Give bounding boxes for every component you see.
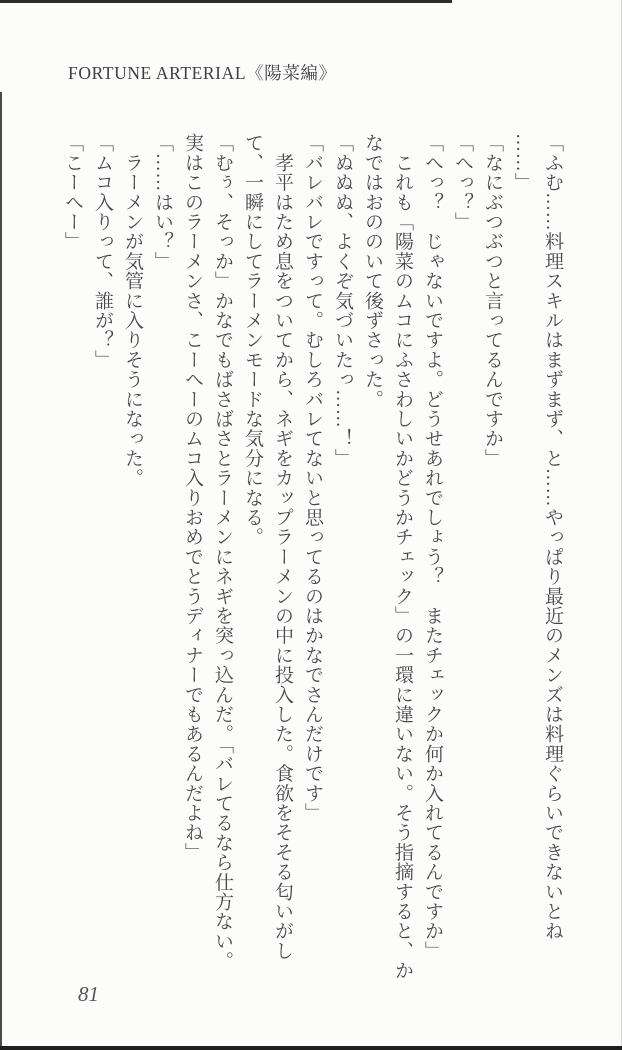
text-line: 「……はい？」 xyxy=(152,133,173,271)
text-line: 「バレバレですって。むしろバレてないと思ってるのはかなでさんだけです」 xyxy=(302,133,323,823)
text-line: ……」 xyxy=(512,133,533,193)
text-line: 孝平はため息をついてから、ネギをカップラーメンの中に投入した。食欲をそそる匂いがし xyxy=(272,133,293,961)
text-line: なではおののいて後ずさった。 xyxy=(362,133,383,409)
text-line: 「へっ？ じゃないですよ。どうせあれでしょう？ またチェックか何か入れてるんですか」 xyxy=(422,133,443,961)
text-line: 「ふむ……料理スキルはまずまず、と……やっぱり最近のメンズは料理ぐらいできないとね xyxy=(542,133,563,941)
page-number: 81 xyxy=(78,982,99,1006)
scan-edge-top xyxy=(0,0,452,3)
text-line: 実はこのラーメンさ、こーへーのムコ入りおめでとうディナーでもあるんだよね」 xyxy=(182,133,203,862)
text-line: 「こーへー」 xyxy=(62,133,83,252)
scan-edge-left xyxy=(0,92,2,1050)
running-header: FORTUNE ARTERIAL《陽菜編》 xyxy=(68,63,337,83)
text-line: ラーメンが気管に入りそうになった。 xyxy=(122,133,143,488)
text-line: これも「陽菜のムコにふさわしいかどうかチェック」の一環に違いない。そう指摘すると、か xyxy=(392,133,413,981)
scan-edge-bottom xyxy=(0,1046,622,1050)
text-line: 「へっ？」 xyxy=(452,133,473,232)
text-line: 「なにぶつぶつと言ってるんですか」 xyxy=(482,133,503,468)
text-line: 「むぅ、そっか」かなでもばさばさとラーメンにネギを突っ込んだ。「バレてるなら仕方ない。 xyxy=(212,133,233,971)
text-line: 「ぬぬぬ、よくぞ気づいたっ……！」 xyxy=(332,133,353,468)
text-block xyxy=(57,133,567,1008)
text-line: 「ムコ入りって、誰が？」 xyxy=(92,133,113,370)
text-line: て、一瞬にしてラーメンモードな気分になる。 xyxy=(242,133,263,547)
